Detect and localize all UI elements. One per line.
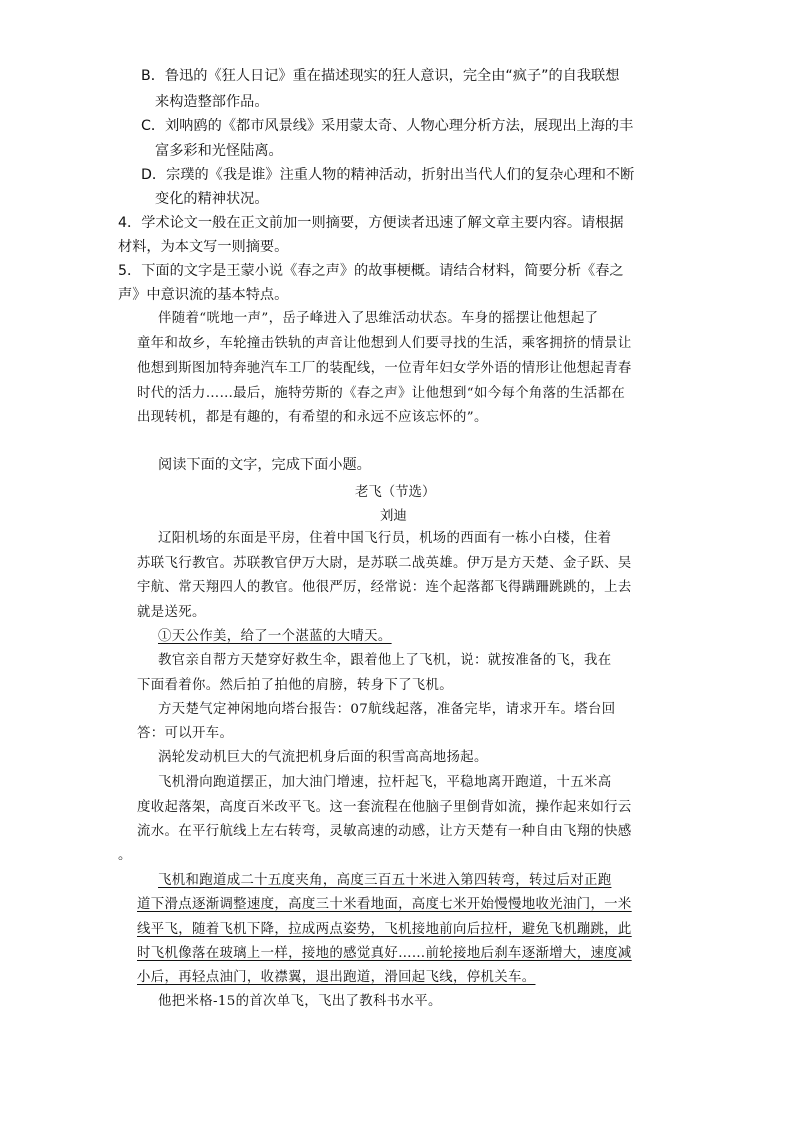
story-paragraph-line: 答：可以开车。 <box>137 726 234 741</box>
story-paragraph-line: 。 <box>118 848 132 863</box>
summary-line: 他想到斯图加特奔驰汽车工厂的装配线，一位青年妇女学外语的情形让他想起青春 <box>137 361 632 376</box>
story-paragraph-line: 教官亲自帮方天楚穿好救生伞，跟着他上了飞机，说：就按准备的飞，我在 <box>158 653 612 668</box>
story-paragraph-line: 飞机滑向跑道摆正，加大油门增速，拉杆起飞，平稳地离开跑道，十五米高 <box>158 775 612 790</box>
story-paragraph-line: 下面看着你。然后拍了拍他的肩膀，转身下了飞机。 <box>137 678 454 693</box>
story-paragraph-line: 辽阳机场的东面是平房，住着中国飞行员，机场的西面有一栋小白楼，住着 <box>158 531 612 546</box>
story-paragraph-line: 流水。在平行航线上左右转弯，灵敏高速的动感，让方天楚有一种自由飞翔的快感 <box>137 824 632 839</box>
story-title: 老飞（节选） <box>355 485 436 500</box>
reading-instruction: 阅读下面的文字，完成下面小题。 <box>158 457 371 473</box>
story-paragraph-line: 就是送死。 <box>137 605 206 620</box>
question-4-line1: 4．学术论文一般在正文前加一则摘要，方便读者迅速了解文章主要内容。请根据 <box>118 215 624 231</box>
underlined-passage-line: 道下滑点逐渐调整速度，高度三十米看地面，高度七米开始慢慢地收光油门，一米 <box>137 897 632 912</box>
option-d-line1: D．宗璞的《我是谁》注重人物的精神活动，折射出当代人们的复杂心理和不断 <box>141 167 635 183</box>
underlined-sentence-1: ①天公作美，给了一个湛蓝的大晴天。 <box>158 629 392 644</box>
story-paragraph-line: 苏联飞行教官。苏联教官伊万大尉，是苏联二战英雄。伊万是方天楚、金子跃、吴 <box>137 556 632 571</box>
story-paragraph-line: 他把米格-15的首次单飞，飞出了教科书水平。 <box>158 994 442 1009</box>
underlined-passage-line: 小后，再轻点油门，收襟翼，退出跑道，滑回起飞线，停机关车。 <box>137 970 536 985</box>
summary-line: 时代的活力……最后，施特劳斯的《春之声》让他想到“如今每个角落的生活都在 <box>137 386 626 401</box>
story-paragraph-line: 方天楚气定神闲地向塔台报告：07航线起落，准备完毕，请求开车。塔台回 <box>158 702 616 717</box>
underlined-passage-line: 线平飞，随着飞机下降，拉成两点姿势，飞机接地前向后拉杆，避免飞机蹦跳，此 <box>137 922 632 937</box>
option-b-line2: 来构造整部作品。 <box>155 94 269 110</box>
option-d-line2: 变化的精神状况。 <box>155 191 269 207</box>
story-paragraph-line: 宇航、常天翔四人的教官。他很严厉，经常说：连个起落都飞得蹒跚跳跳的，上去 <box>137 580 632 595</box>
story-paragraph-line: 度收起落架，高度百米改平飞。这一套流程在他脑子里倒背如流，操作起来如行云 <box>137 800 632 815</box>
question-5-line2: 声》中意识流的基本特点。 <box>118 287 289 303</box>
story-author: 刘迪 <box>380 509 407 524</box>
underlined-passage-line: 时飞机像落在玻璃上一样，接地的感觉真好……前轮接地后刹车逐渐增大，速度减 <box>137 946 632 961</box>
question-4-line2: 材料，为本文写一则摘要。 <box>118 239 289 255</box>
option-c-line1: C．刘呐鸥的《都市风景线》采用蒙太奇、人物心理分析方法，展现出上海的丰 <box>141 118 634 134</box>
summary-line: 童年和故乡，车轮撞击铁轨的声音让他想到人们要寻找的生活，乘客拥挤的情景让 <box>137 336 632 351</box>
summary-line: 出现转机，都是有趣的，有希望的和永远不应该忘怀的”。 <box>137 410 488 425</box>
option-b-line1: B．鲁迅的《狂人日记》重在描述现实的狂人意识，完全由“疯子”的自我联想 <box>141 68 620 84</box>
question-5-line1: 5．下面的文字是王蒙小说《春之声》的故事梗概。请结合材料，简要分析《春之 <box>118 263 624 279</box>
summary-line: 伴随着“咣地一声”，岳子峰进入了思维活动状态。车身的摇摆让他想起了 <box>158 311 599 326</box>
option-c-line2: 富多彩和光怪陆离。 <box>155 143 283 159</box>
story-paragraph-line: 涡轮发动机巨大的气流把机身后面的积雪高高地扬起。 <box>158 750 488 765</box>
underlined-passage-line: 飞机和跑道成二十五度夹角，高度三百五十米进入第四转弯，转过后对正跑 <box>158 873 612 888</box>
